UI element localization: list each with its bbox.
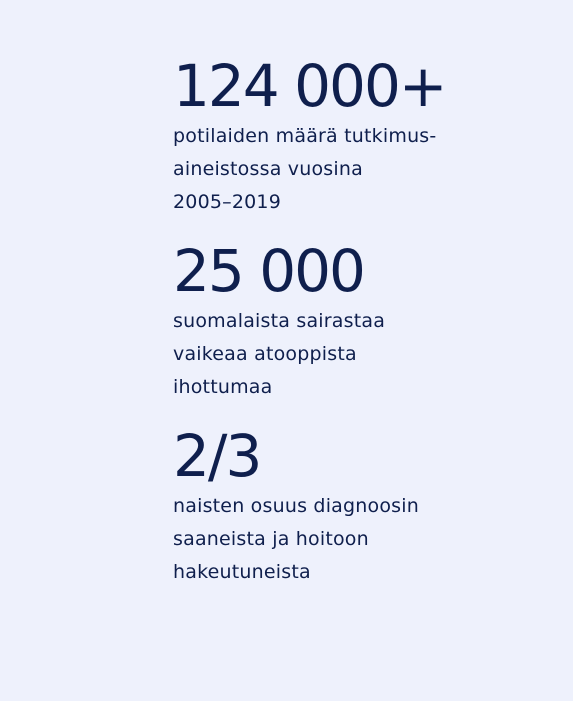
stat-description	[173, 118, 553, 219]
stat-description-line: ihottumaa	[173, 376, 273, 398]
stat-description-line: suomalaista sairastaa	[173, 310, 386, 332]
stat-description	[173, 488, 553, 589]
stat-description-line: hakeutuneista	[173, 561, 311, 583]
stats-list	[173, 54, 553, 589]
stat-description-line: saaneista ja hoitoon	[173, 528, 369, 550]
stat-description	[173, 303, 553, 404]
stat-number: 25 000	[173, 237, 364, 305]
stat-women-share	[173, 424, 553, 589]
stat-description-line: aineistossa vuosina	[173, 158, 363, 180]
stat-description-line: potilaiden määrä tutkimus-	[173, 125, 437, 147]
stat-severe-atopic-count	[173, 239, 553, 404]
stat-description-line: vaikeaa atooppista	[173, 343, 357, 365]
stat-number: 124 000+	[173, 52, 446, 120]
stat-number: 2/3	[173, 422, 261, 490]
stat-description-line: naisten osuus diagnoosin	[173, 495, 419, 517]
stat-patient-count	[173, 54, 553, 219]
stat-description-line: 2005–2019	[173, 191, 282, 213]
